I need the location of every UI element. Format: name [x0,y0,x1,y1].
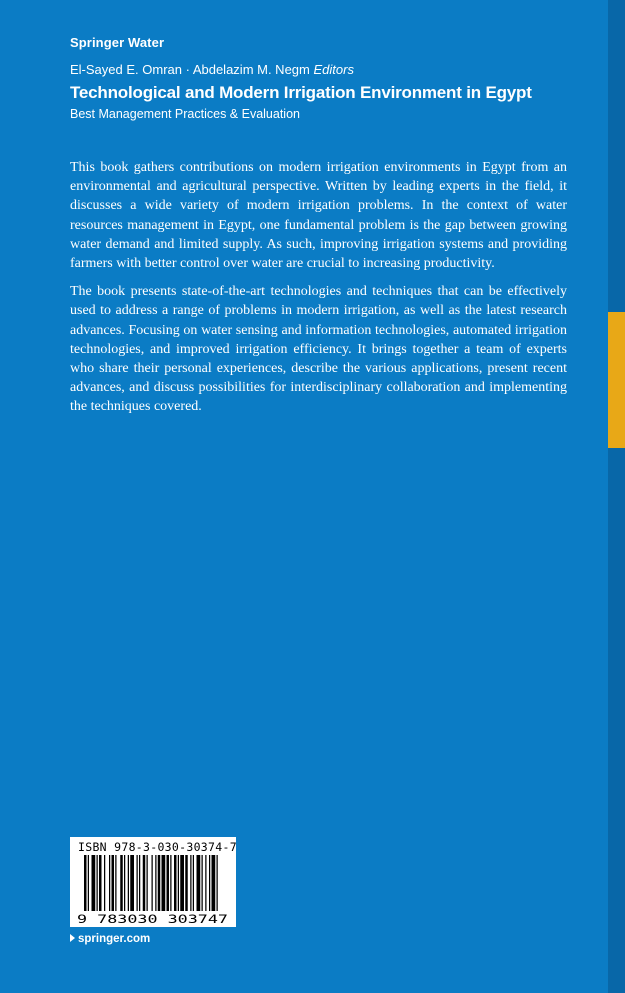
isbn-label: ISBN 978-3-030-30374-7 [78,840,237,854]
description-paragraph-1: This book gathers contributions on modern irrigation environments in Egypt from an environmental and agricultural perspective. Written by leading experts in the field, it discusses a wide variety of modern irrigation problems. In the context of water resources management in Egypt, one fundamental problem is the gap between growing water demand and limited supply. As such, improving irrigation systems and providing farmers with better control over water are crucial to increasing productivity. [70,160,567,272]
editors-role: Editors [313,62,354,77]
website-label: springer.com [78,933,151,945]
spine-accent-bar [608,312,625,448]
barcode-graphic [76,855,230,925]
series-name: Springer Water [70,35,165,50]
arrow-right-icon [70,934,75,942]
isbn-barcode [70,837,236,927]
book-description [70,158,567,426]
barcode-digits: 9 783030 303747 [77,912,229,925]
editors-line [70,62,354,77]
book-subtitle: Best Management Practices & Evaluation [70,107,300,121]
editor-names: El-Sayed E. Omran · Abdelazim M. Negm [70,62,310,77]
publisher-website[interactable] [70,933,150,945]
book-title: Technological and Modern Irrigation Environment in Egypt [70,83,532,102]
description-paragraph-2: The book presents state-of-the-art technologies and techniques that can be effectively used to address a range of problems in modern irrigation, as well as the latest research advances. Focusing on water sensing and information technologies, automated irrigation technologies, and improved irrigation efficiency. It brings together a team of experts who share their personal experiences, describe the various applications, present recent advances, and discuss possibilities for interdisciplinary collaboration and implementing the techniques covered. [70,284,567,415]
spine-strip [608,0,625,993]
